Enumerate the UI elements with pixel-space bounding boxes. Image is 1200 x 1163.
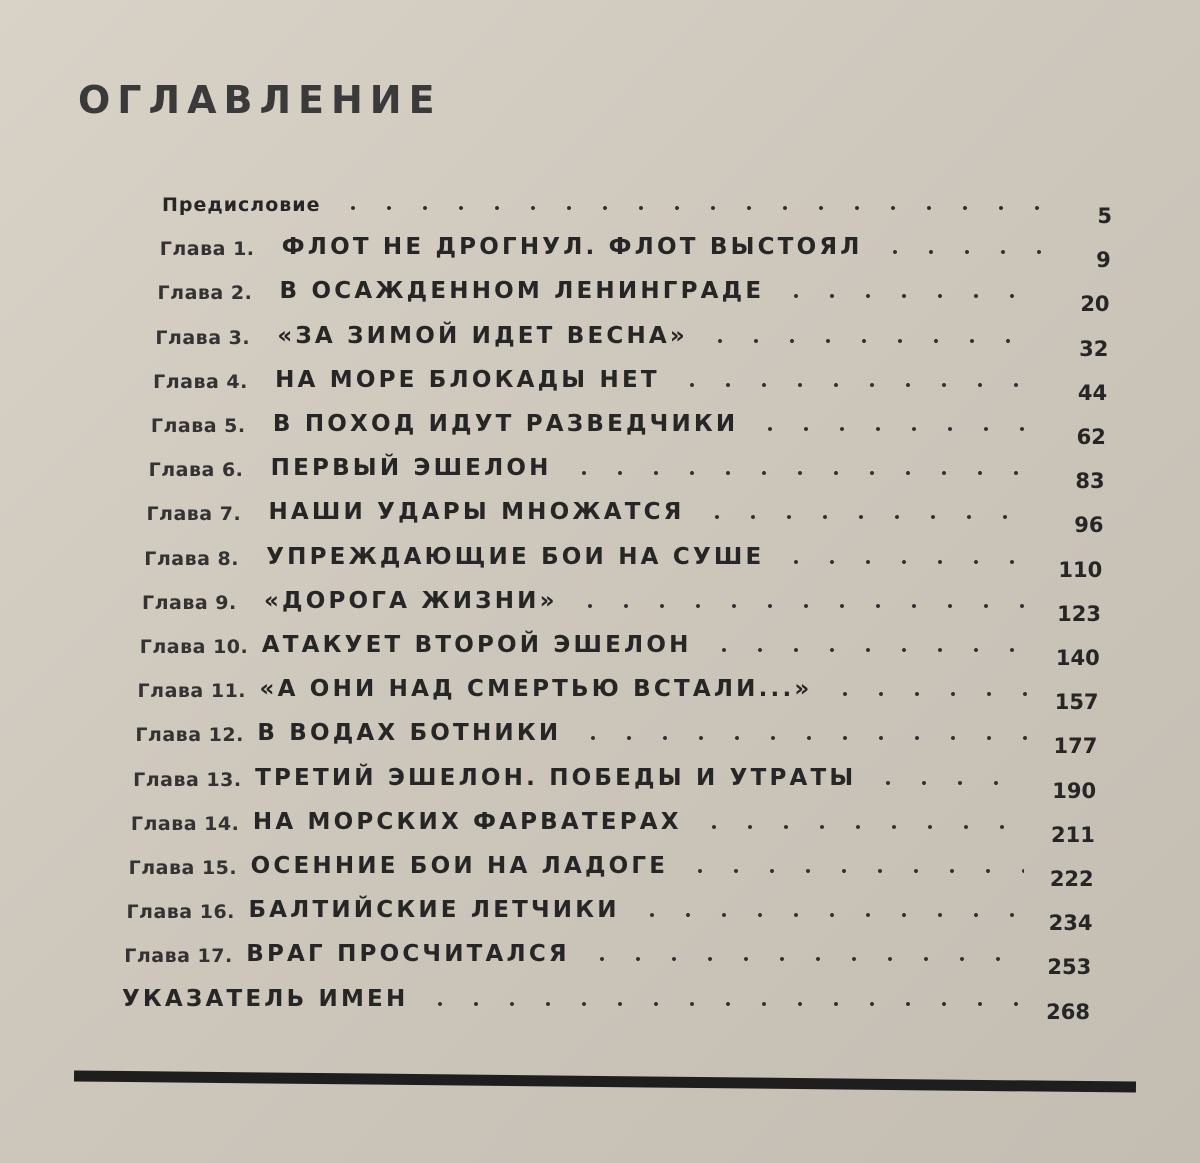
toc-entry: [135, 712, 1098, 759]
dot-leader: [682, 849, 1023, 879]
chapter-prefix: Глава 2.: [157, 282, 253, 305]
chapter-title: В ВОДАХ БОТНИКИ: [257, 720, 562, 747]
chapter-title: В ОСАЖДЕННОМ ЛЕНИНГРАДЕ: [279, 278, 765, 305]
page-number: 44: [1077, 380, 1108, 405]
chapter-title: ОСЕННИЕ БОИ НА ЛАДОГЕ: [250, 853, 669, 879]
dot-leader: [699, 495, 1034, 525]
page-number: 110: [1058, 557, 1103, 582]
chapter-prefix: Глава 6.: [148, 459, 244, 482]
toc-entry: [146, 491, 1104, 538]
dot-leader: [335, 186, 1042, 216]
toc-entry: [157, 270, 1110, 317]
toc-entry: [128, 845, 1094, 891]
dot-leader: [422, 982, 1020, 1012]
page-number: 190: [1052, 778, 1097, 803]
page-number: 20: [1080, 292, 1110, 317]
chapter-title: «А ОНИ НАД СМЕРТЬЮ ВСТАЛИ...»: [259, 676, 813, 703]
chapter-title: НАШИ УДАРЫ МНОЖАТСЯ: [268, 499, 685, 526]
chapter-prefix: Глава 10.: [139, 636, 249, 658]
toc-entry: [130, 801, 1095, 847]
chapter-title: Предисловие: [162, 194, 321, 216]
toc-entry: [148, 447, 1105, 494]
toc-entry: [155, 315, 1109, 361]
dot-leader: [706, 628, 1030, 658]
chapter-prefix: Глава 4.: [153, 370, 248, 393]
page-number: 268: [1046, 999, 1090, 1024]
dot-leader: [870, 761, 1026, 791]
chapter-title: В ПОХОД ИДУТ РАЗВЕДЧИКИ: [272, 411, 739, 437]
page-number: 157: [1054, 690, 1099, 715]
chapter-prefix: Глава 13.: [133, 768, 242, 791]
toc-entry: [126, 889, 1093, 936]
chapter-title: АТАКУЕТ ВТОРОЙ ЭШЕЛОН: [261, 632, 692, 658]
chapter-title: ВРАГ ПРОСЧИТАЛСЯ: [246, 941, 570, 968]
chapter-prefix: Глава 3.: [155, 326, 251, 349]
toc-entry: [162, 182, 1112, 228]
dot-leader: [674, 363, 1037, 393]
chapter-prefix: Глава 14.: [130, 812, 240, 835]
dot-leader: [584, 937, 1021, 967]
dot-leader: [877, 230, 1041, 260]
chapter-title: ФЛОТ НЕ ДРОГНУЛ. ФЛОТ ВЫСТОЯЛ: [281, 234, 863, 261]
chapter-prefix: Глава 1.: [159, 238, 255, 261]
chapter-prefix: Глава 11.: [137, 680, 247, 703]
dot-leader: [702, 319, 1038, 349]
page-number: 62: [1076, 425, 1106, 449]
dot-leader: [575, 716, 1027, 746]
toc-entry: [153, 359, 1108, 405]
chapter-title: УПРЕЖДАЮЩИЕ БОИ НА СУШЕ: [266, 543, 765, 570]
dot-leader: [752, 407, 1036, 437]
chapter-title: БАЛТИЙСКИЕ ЛЕТЧИКИ: [248, 897, 620, 924]
dot-leader: [778, 274, 1039, 304]
page-number: 222: [1049, 867, 1094, 891]
dot-leader: [778, 540, 1032, 570]
page-number: 83: [1075, 469, 1105, 494]
chapter-prefix: Глава 12.: [135, 724, 244, 747]
page-title: ОГЛАВЛЕНИЕ: [78, 78, 442, 122]
chapter-prefix: Глава 5.: [150, 415, 246, 437]
chapter-title: ПЕРВЫЙ ЭШЕЛОН: [270, 455, 552, 482]
page-number: 5: [1097, 204, 1112, 228]
toc-entry: [150, 403, 1106, 449]
toc-entry: [144, 536, 1103, 582]
page-number: 140: [1055, 646, 1100, 670]
chapter-prefix: Глава 16.: [126, 901, 235, 924]
dot-leader: [572, 584, 1031, 614]
dot-leader: [634, 893, 1023, 923]
chapter-prefix: Глава 8.: [144, 547, 239, 570]
chapter-title: «ЗА ЗИМОЙ ИДЕТ ВЕСНА»: [277, 322, 688, 349]
toc-entry: [139, 624, 1100, 670]
page-number: 32: [1079, 336, 1109, 361]
dot-leader: [566, 451, 1035, 481]
dot-leader: [696, 805, 1025, 835]
dot-leader: [827, 672, 1029, 702]
chapter-prefix: Глава 15.: [128, 857, 238, 879]
toc-entry: [159, 226, 1111, 273]
toc-entry: [137, 668, 1099, 715]
chapter-title: УКАЗАТЕЛЬ ИМЕН: [122, 985, 409, 1012]
page-number: 234: [1048, 911, 1093, 936]
chapter-prefix: Глава 17.: [124, 945, 233, 968]
chapter-prefix: Глава 7.: [146, 503, 242, 526]
toc-entry: [124, 933, 1092, 980]
chapter-title: «ДОРОГА ЖИЗНИ»: [264, 587, 558, 614]
page-number: 253: [1047, 955, 1092, 980]
chapter-prefix: Глава 9.: [142, 591, 237, 614]
toc-entry: [133, 757, 1097, 803]
chapter-title: ТРЕТИЙ ЭШЕЛОН. ПОБЕДЫ И УТРАТЫ: [255, 764, 857, 791]
toc-entry: [142, 580, 1101, 626]
toc-entry: [122, 978, 1090, 1024]
page-number: 211: [1051, 822, 1095, 847]
chapter-title: НА МОРЕ БЛОКАДЫ НЕТ: [275, 366, 660, 393]
page-number: 177: [1053, 734, 1098, 759]
chapter-title: НА МОРСКИХ ФАРВАТЕРАХ: [252, 808, 682, 835]
page-number: 9: [1096, 248, 1111, 273]
page-number: 96: [1074, 513, 1104, 538]
page-number: 123: [1057, 601, 1101, 626]
